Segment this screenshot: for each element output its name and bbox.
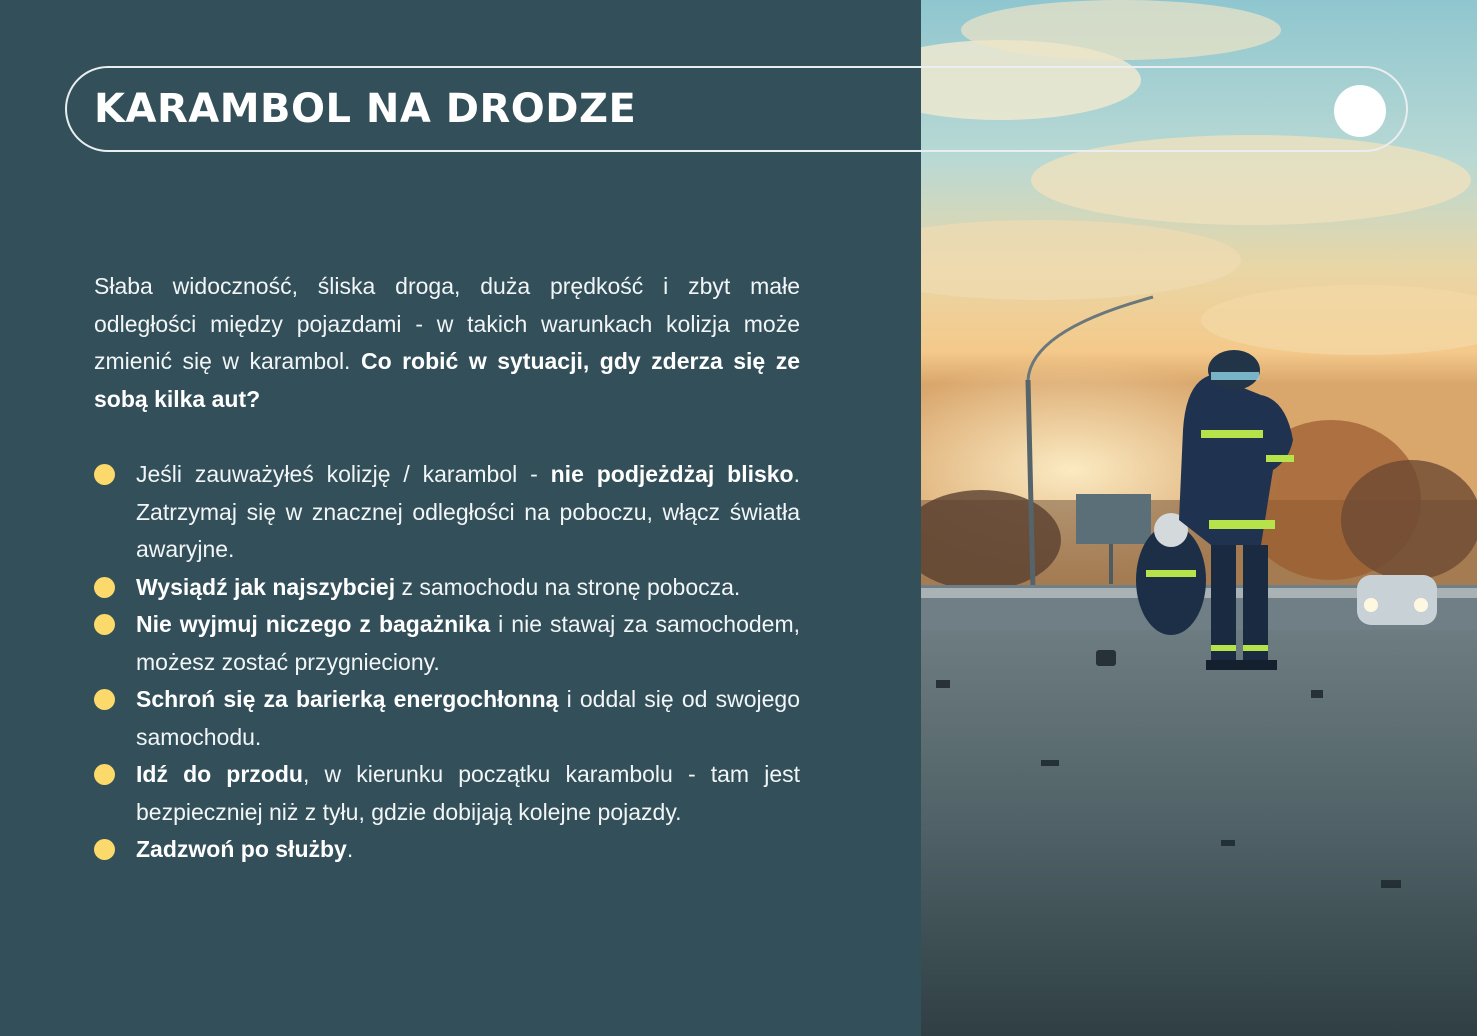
list-item: Jeśli zauważyłeś kolizję / karambol - nie podjeżdżaj blisko. Zatrzymaj się w znacznej odległości na poboczu, włącz światła awaryjne. [94,456,800,569]
list-item: Schroń się za barierką energochłonną i oddal się od swojego samochodu. [94,681,800,756]
page-title: KARAMBOL NA DRODZE [94,86,637,132]
list-item: Zadzwoń po służby. [94,831,800,869]
list-item: Wysiądź jak najszybciej z samochodu na stronę pobocza. [94,569,800,607]
bullet-icon [94,577,115,598]
title-dot [1334,85,1386,137]
bullet-icon [94,839,115,860]
accident-scene-photo [921,0,1477,1036]
content [94,268,800,869]
bullet-icon [94,689,115,710]
intro-question: Co robić w sytuacji, gdy zderza się ze sobą kilka aut? [94,348,800,412]
list-item: Nie wyjmuj niczego z bagażnika i nie stawaj za samochodem, możesz zostać przygnieciony. [94,606,800,681]
safety-list [94,456,800,869]
intro-paragraph [94,268,800,418]
bullet-icon [94,464,115,485]
intro-text: Słaba widoczność, śliska droga, duża prędkość i zbyt małe odległości między pojazdami - w takich warunkach kolizja może zmienić się w karambol. [94,273,800,374]
bullet-icon [94,764,115,785]
list-item: Idź do przodu, w kierunku początku karambolu - tam jest bezpieczniej niż z tyłu, gdzie dobijają kolejne pojazdy. [94,756,800,831]
bullet-icon [94,614,115,635]
